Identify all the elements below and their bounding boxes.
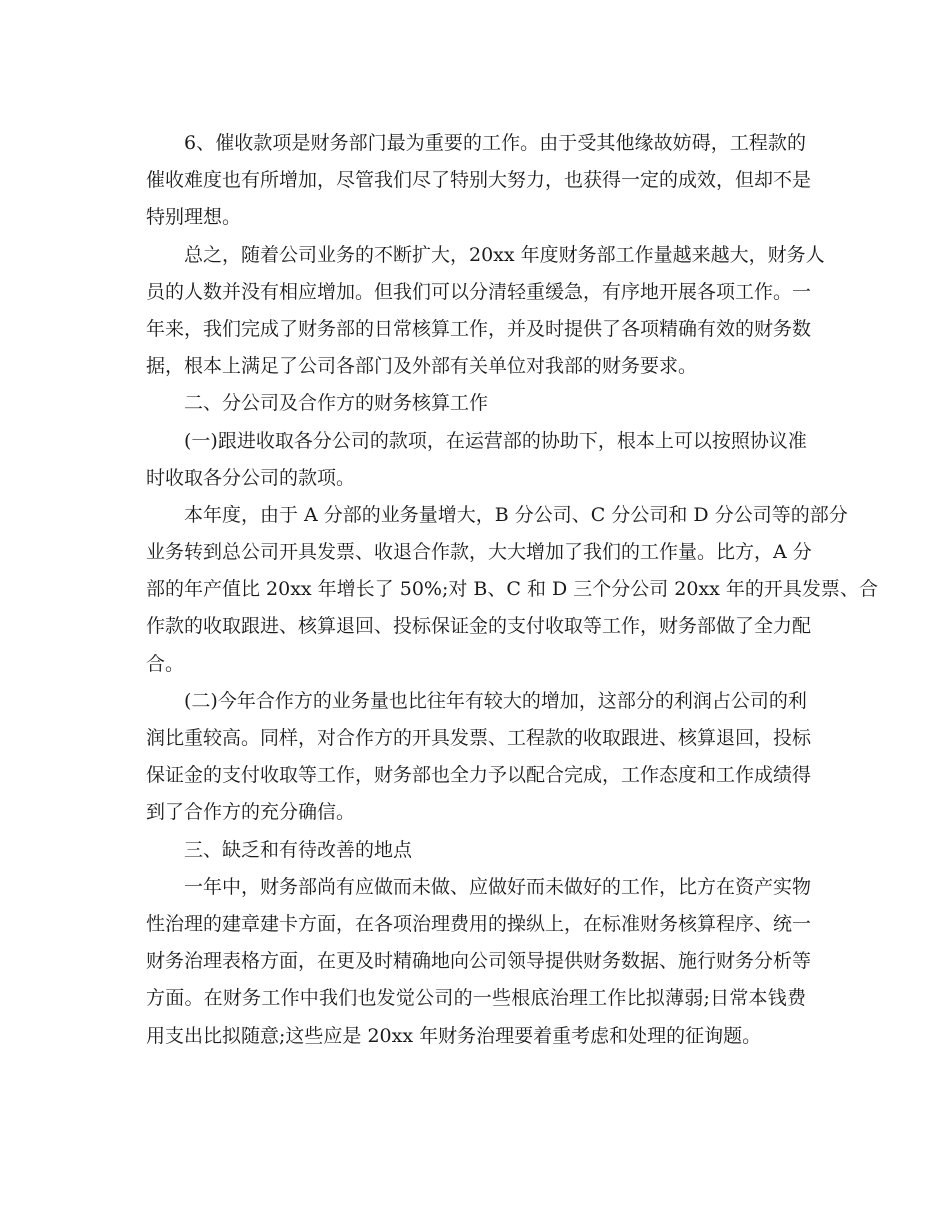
- paragraph-line: 性治理的建章建卡方面，在各项治理费用的操纵上，在标准财务核算程序、统一: [146, 912, 812, 935]
- paragraph-line: 保证金的支付收取等工作，财务部也全力予以配合完成，工作态度和工作成绩得: [146, 764, 812, 787]
- paragraph-line: 润比重较高。同样，对合作方的开具发票、工程款的收取跟进、核算退回，投标: [146, 727, 812, 749]
- paragraph-line: 特别理想。: [146, 206, 242, 229]
- paragraph-line: 方面。在财务工作中我们也发觉公司的一些根底治理工作比拟薄弱;日常本钱费: [146, 987, 806, 1010]
- paragraph-line: 时收取各分公司的款项。: [146, 466, 356, 489]
- paragraph-line: 据，根本上满足了公司各部门及外部有关单位对我部的财务要求。: [146, 355, 698, 378]
- section-heading: 二、分公司及合作方的财务核算工作: [184, 392, 489, 415]
- paragraph-line: 年来，我们完成了财务部的日常核算工作，并及时提供了各项精确有效的财务数: [146, 317, 812, 340]
- paragraph-line: 用支出比拟随意;这些应是 20xx 年财务治理要着重考虑和处理的征询题。: [146, 1024, 762, 1047]
- paragraph-line: 催收难度也有所增加，尽管我们尽了特别大努力，也获得一定的成效，但却不是: [146, 169, 812, 192]
- paragraph-line: 一年中，财务部尚有应做而未做、应做好而未做好的工作，比方在资产实物: [184, 875, 812, 898]
- paragraph-line: 合。: [146, 652, 185, 675]
- paragraph-line: 6、催收款项是财务部门最为重要的工作。由于受其他缘故妨碍，工程款的: [184, 132, 806, 154]
- paragraph-line: 本年度，由于 A 分部的业务量增大，B 分公司、C 分公司和 D 分公司等的部分: [184, 503, 848, 526]
- paragraph-line: 员的人数并没有相应增加。但我们可以分清轻重缓急，有序地开展各项工作。一: [146, 280, 812, 303]
- paragraph-line: (二)今年合作方的业务量也比往年有较大的增加，这部分的利润占公司的利: [184, 689, 807, 712]
- paragraph-line: 总之，随着公司业务的不断扩大，20xx 年度财务部工作量越来越大，财务人: [184, 243, 825, 266]
- paragraph-line: 业务转到总公司开具发票、收退合作款，大大增加了我们的工作量。比方，A 分: [146, 541, 812, 564]
- paragraph-line: 作款的收取跟进、核算退回、投标保证金的支付收取等工作，财务部做了全力配: [146, 615, 812, 638]
- paragraph-line: 部的年产值比 20xx 年增长了 50%;对 B、C 和 D 三个分公司 20xx 年的开具发票、合: [146, 578, 878, 601]
- paragraph-line: 到了合作方的充分确信。: [146, 801, 356, 824]
- document-body: [146, 128, 878, 1058]
- section-heading: 三、缺乏和有待改善的地点: [184, 838, 413, 861]
- paragraph-line: 财务治理表格方面，在更及时精确地向公司领导提供财务数据、施行财务分析等: [146, 950, 812, 973]
- paragraph-line: (一)跟进收取各分公司的款项，在运营部的协助下，根本上可以按照协议准: [184, 429, 807, 452]
